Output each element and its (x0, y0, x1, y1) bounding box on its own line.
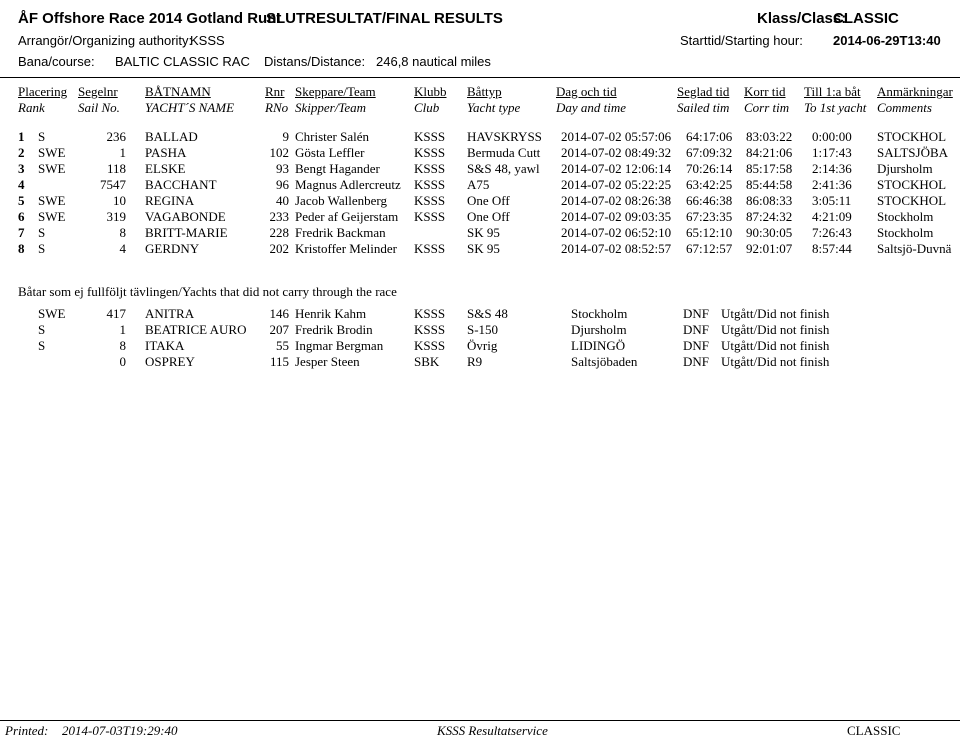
cell-club: KSSS (414, 241, 446, 256)
col-finish-en: Day and time (556, 100, 627, 115)
cell-rank: 8 (18, 241, 25, 256)
col-corr-sv: Korr tid (744, 84, 786, 99)
cell-skipper: Christer Salén (295, 129, 370, 144)
footer-class: CLASSIC (847, 723, 901, 738)
col-skipper-sv: Skeppare/Team (295, 84, 376, 99)
printed-label: Printed: (5, 723, 49, 738)
cell-rank: 5 (18, 193, 25, 208)
col-finish-sv: Dag och tid (556, 84, 617, 99)
dnf-cell-home: Stockholm (571, 306, 628, 321)
dnf-cell-name: ITAKA (145, 338, 185, 353)
dnf-cell-rnr: 207 (269, 322, 289, 337)
cell-diff: 7:26:43 (812, 225, 852, 240)
cell-finish: 2014-07-02 05:22:25 (561, 177, 672, 192)
cell-diff: 2:14:36 (812, 161, 852, 176)
dnf-cell-nat: S (38, 322, 46, 337)
table-row (0, 225, 960, 241)
dnf-cell-club: KSSS (414, 338, 446, 353)
cell-name: PASHA (145, 145, 187, 160)
cell-corr: 87:24:32 (746, 209, 793, 224)
cell-nat: S (38, 241, 46, 256)
distance-label: Distans/Distance: (264, 54, 366, 69)
dnf-row (0, 306, 960, 322)
cell-sail: 1 (119, 145, 126, 160)
col-skipper-en: Skipper/Team (295, 100, 367, 115)
distance-value: 246,8 nautical miles (376, 54, 491, 69)
cell-diff: 4:21:09 (812, 209, 852, 224)
dnf-cell-note: Utgått/Did not finish (721, 354, 830, 369)
cell-comment: STOCKHOL (877, 177, 947, 192)
table-row (0, 161, 960, 177)
cell-rank: 4 (18, 177, 25, 192)
cell-nat: S (38, 225, 46, 240)
dnf-cell-skipper: Ingmar Bergman (295, 338, 384, 353)
col-club-sv: Klubb (414, 84, 447, 99)
cell-sailed: 67:12:57 (686, 241, 733, 256)
printed-value: 2014-07-03T19:29:40 (62, 723, 178, 738)
cell-rnr: 40 (276, 193, 289, 208)
cell-corr: 86:08:33 (746, 193, 793, 208)
col-type-en: Yacht type (467, 100, 521, 115)
cell-sailed: 64:17:06 (686, 129, 733, 144)
cell-sailed: 70:26:14 (686, 161, 733, 176)
col-rnr-en: RNo (265, 100, 289, 115)
cell-sailed: 66:46:38 (686, 193, 733, 208)
cell-skipper: Jacob Wallenberg (295, 193, 387, 208)
cell-rank: 2 (18, 145, 25, 160)
col-rank-sv: Placering (18, 84, 68, 99)
cell-nat: S (38, 129, 46, 144)
cell-finish: 2014-07-02 05:57:06 (561, 129, 672, 144)
col-comment-sv: Anmärkningar (877, 84, 953, 99)
cell-finish: 2014-07-02 12:06:14 (561, 161, 672, 176)
cell-rnr: 202 (269, 241, 289, 256)
cell-skipper: Magnus Adlercreutz (295, 177, 401, 192)
dnf-row (0, 322, 960, 338)
cell-name: VAGABONDE (145, 209, 226, 224)
dnf-cell-rnr: 55 (276, 338, 289, 353)
table-row (0, 193, 960, 209)
cell-skipper: Kristoffer Melinder (295, 241, 397, 256)
cell-corr: 92:01:07 (746, 241, 793, 256)
dnf-cell-sail: 417 (106, 306, 126, 321)
cell-name: GERDNY (145, 241, 200, 256)
dnf-cell-home: Saltsjöbaden (571, 354, 638, 369)
course-value: BALTIC CLASSIC RAC (115, 54, 250, 69)
cell-corr: 85:17:58 (746, 161, 793, 176)
cell-sail: 4 (119, 241, 126, 256)
dnf-cell-status: DNF (683, 338, 710, 353)
cell-type: A75 (467, 177, 490, 192)
cell-comment: STOCKHOL (877, 193, 947, 208)
dnf-cell-note: Utgått/Did not finish (721, 322, 830, 337)
cell-type: SK 95 (467, 241, 500, 256)
cell-skipper: Peder af Geijerstam (295, 209, 399, 224)
cell-corr: 83:03:22 (746, 129, 793, 144)
dnf-cell-type: R9 (467, 354, 483, 369)
dnf-cell-club: KSSS (414, 322, 446, 337)
dnf-cell-club: SBK (414, 354, 440, 369)
start-label: Starttid/Starting hour: (680, 33, 803, 48)
col-type-sv: Båttyp (467, 84, 502, 99)
cell-type: S&S 48, yawl (467, 161, 540, 176)
cell-comment: Djursholm (877, 161, 933, 176)
col-diff-sv: Till 1:a båt (804, 84, 861, 99)
col-corr-en: Corr tim (744, 100, 790, 115)
cell-comment: Stockholm (877, 209, 934, 224)
col-name-sv: BÅTNAMN (145, 84, 211, 99)
cell-sail: 7547 (100, 177, 126, 192)
dnf-cell-home: Djursholm (571, 322, 627, 337)
col-rank-en: Rank (18, 100, 45, 115)
cell-rnr: 102 (269, 145, 289, 160)
cell-rnr: 9 (282, 129, 289, 144)
col-sailed-en: Sailed tim (677, 100, 730, 115)
table-row (0, 129, 960, 145)
dnf-cell-status: DNF (683, 354, 710, 369)
dnf-cell-sail: 1 (119, 322, 126, 337)
col-sailed-sv: Seglad tid (677, 84, 730, 99)
dnf-cell-name: ANITRA (145, 306, 195, 321)
organizer-value: KSSS (190, 33, 225, 48)
cell-skipper: Bengt Hagander (295, 161, 380, 176)
service-label: KSSS Resultatservice (437, 723, 548, 738)
cell-rnr: 93 (276, 161, 289, 176)
cell-sail: 319 (106, 209, 126, 224)
col-club-en: Club (414, 100, 440, 115)
cell-diff: 1:17:43 (812, 145, 852, 160)
cell-club: KSSS (414, 145, 446, 160)
col-sail-en: Sail No. (78, 100, 120, 115)
cell-corr: 84:21:06 (746, 145, 793, 160)
cell-finish: 2014-07-02 08:52:57 (561, 241, 672, 256)
cell-name: BACCHANT (145, 177, 217, 192)
col-rnr-sv: Rnr (265, 84, 285, 99)
cell-diff: 2:41:36 (812, 177, 852, 192)
cell-comment: SALTSJÖBA (877, 145, 949, 160)
dnf-cell-skipper: Jesper Steen (295, 354, 360, 369)
header-divider (0, 77, 960, 78)
cell-club: KSSS (414, 161, 446, 176)
cell-finish: 2014-07-02 09:03:35 (561, 209, 672, 224)
cell-rank: 7 (18, 225, 25, 240)
results-title: SLUTRESULTAT/FINAL RESULTS (266, 10, 503, 27)
cell-club: KSSS (414, 209, 446, 224)
cell-type: Bermuda Cutt (467, 145, 541, 160)
cell-nat: SWE (38, 209, 66, 224)
dnf-cell-note: Utgått/Did not finish (721, 306, 830, 321)
cell-sailed: 65:12:10 (686, 225, 733, 240)
dnf-cell-name: BEATRICE AURO (145, 322, 247, 337)
cell-finish: 2014-07-02 08:26:38 (561, 193, 672, 208)
dnf-row (0, 354, 960, 370)
cell-sailed: 67:23:35 (686, 209, 733, 224)
footer-divider (0, 720, 960, 721)
cell-nat: SWE (38, 145, 66, 160)
cell-club: KSSS (414, 177, 446, 192)
table-row (0, 241, 960, 257)
dnf-cell-sail: 0 (119, 354, 126, 369)
cell-sail: 10 (113, 193, 126, 208)
dnf-cell-nat: S (38, 338, 46, 353)
course-label: Bana/course: (18, 54, 95, 69)
cell-skipper: Fredrik Backman (295, 225, 386, 240)
dnf-cell-rnr: 146 (269, 306, 289, 321)
cell-name: BRITT-MARIE (145, 225, 228, 240)
cell-diff: 0:00:00 (812, 129, 852, 144)
cell-name: ELSKE (145, 161, 186, 176)
cell-name: REGINA (145, 193, 195, 208)
dnf-cell-type: S&S 48 (467, 306, 508, 321)
cell-type: SK 95 (467, 225, 500, 240)
cell-skipper: Gösta Leffler (295, 145, 365, 160)
cell-corr: 90:30:05 (746, 225, 793, 240)
cell-sail: 236 (106, 129, 126, 144)
table-row (0, 145, 960, 161)
class-value: CLASSIC (833, 10, 899, 27)
class-label: Klass/Class: (757, 10, 847, 27)
cell-club: KSSS (414, 193, 446, 208)
dnf-cell-nat: SWE (38, 306, 66, 321)
race-title: ÅF Offshore Race 2014 Gotland Runt (18, 10, 282, 27)
cell-comment: STOCKHOL (877, 129, 947, 144)
cell-sailed: 67:09:32 (686, 145, 733, 160)
cell-name: BALLAD (145, 129, 198, 144)
cell-finish: 2014-07-02 06:52:10 (561, 225, 672, 240)
dnf-cell-sail: 8 (119, 338, 126, 353)
dnf-cell-type: Övrig (467, 338, 498, 353)
col-comment-en: Comments (877, 100, 932, 115)
cell-type: One Off (467, 193, 510, 208)
dnf-cell-name: OSPREY (145, 354, 195, 369)
dnf-cell-club: KSSS (414, 306, 446, 321)
cell-finish: 2014-07-02 08:49:32 (561, 145, 672, 160)
dnf-cell-status: DNF (683, 306, 710, 321)
dnf-cell-skipper: Fredrik Brodin (295, 322, 373, 337)
dnf-row (0, 338, 960, 354)
dnf-title: Båtar som ej fullföljt tävlingen/Yachts that did not carry through the race (18, 284, 397, 299)
cell-nat: SWE (38, 161, 66, 176)
cell-rnr: 228 (269, 225, 289, 240)
table-row (0, 209, 960, 225)
cell-rnr: 233 (269, 209, 289, 224)
cell-rank: 6 (18, 209, 25, 224)
cell-club: KSSS (414, 129, 446, 144)
dnf-cell-skipper: Henrik Kahm (295, 306, 367, 321)
start-value: 2014-06-29T13:40 (833, 33, 941, 48)
cell-rank: 1 (18, 129, 25, 144)
cell-sail: 8 (119, 225, 126, 240)
dnf-cell-status: DNF (683, 322, 710, 337)
cell-comment: Saltsjö-Duvnä (877, 241, 952, 256)
cell-diff: 8:57:44 (812, 241, 852, 256)
col-name-en: YACHT´S NAME (145, 100, 235, 115)
cell-diff: 3:05:11 (812, 193, 852, 208)
cell-type: HAVSKRYSS (467, 129, 542, 144)
table-row (0, 177, 960, 193)
cell-nat: SWE (38, 193, 66, 208)
cell-sailed: 63:42:25 (686, 177, 733, 192)
cell-comment: Stockholm (877, 225, 934, 240)
dnf-cell-note: Utgått/Did not finish (721, 338, 830, 353)
cell-type: One Off (467, 209, 510, 224)
cell-rank: 3 (18, 161, 25, 176)
dnf-cell-rnr: 115 (269, 354, 289, 369)
cell-sail: 118 (106, 161, 126, 176)
cell-corr: 85:44:58 (746, 177, 793, 192)
col-diff-en: To 1st yacht (804, 100, 867, 115)
cell-rnr: 96 (276, 177, 289, 192)
dnf-cell-home: LIDINGÖ (571, 338, 626, 353)
organizer-label: Arrangör/Organizing authority: (18, 33, 193, 48)
dnf-cell-type: S-150 (467, 322, 499, 337)
col-sail-sv: Segelnr (78, 84, 118, 99)
